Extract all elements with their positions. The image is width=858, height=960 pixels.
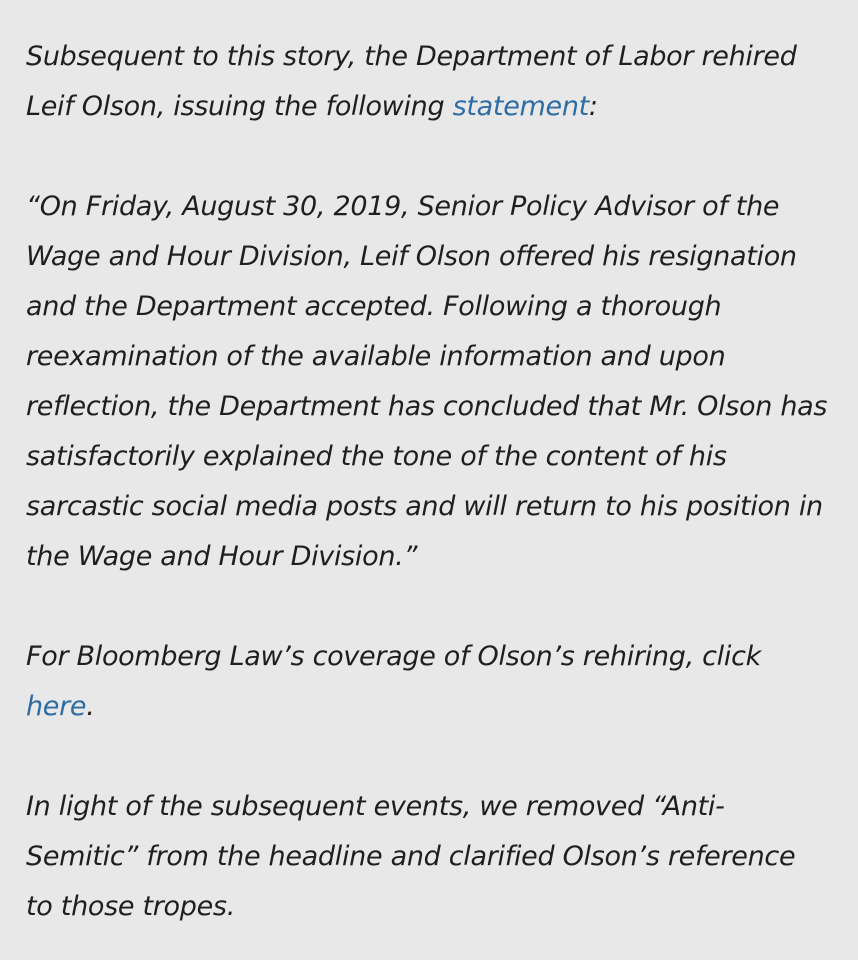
bloomberg-coverage-paragraph: [26, 632, 830, 732]
statement-link[interactable]: statement: [452, 91, 589, 122]
headline-clarification-paragraph: [26, 782, 830, 932]
here-link[interactable]: here: [26, 691, 87, 722]
statement-quote-paragraph: [26, 182, 830, 582]
rehire-punctuation: :: [588, 91, 598, 122]
clarification-text: In light of the subsequent events, we removed “Anti-Semitic” from the headline and clarified Olson’s reference to those tropes.: [26, 791, 796, 922]
bloomberg-text: For Bloomberg Law’s coverage of Olson’s rehiring, click: [26, 641, 761, 672]
rehire-paragraph: [26, 32, 830, 132]
bloomberg-punctuation: .: [86, 691, 95, 722]
statement-quote: “On Friday, August 30, 2019, Senior Policy Advisor of the Wage and Hour Division, Leif Olson offered his resignation and the Department accepted. Following a thorough reexamination of the available information and upon reflection, the Department has concluded that Mr. Olson has satisfactorily explained the tone of the content of his sarcastic social media posts and will return to his position in the Wage and Hour Division.”: [26, 191, 828, 572]
rehire-text: Subsequent to this story, the Department of Labor rehired Leif Olson, issuing the following: [26, 41, 797, 122]
